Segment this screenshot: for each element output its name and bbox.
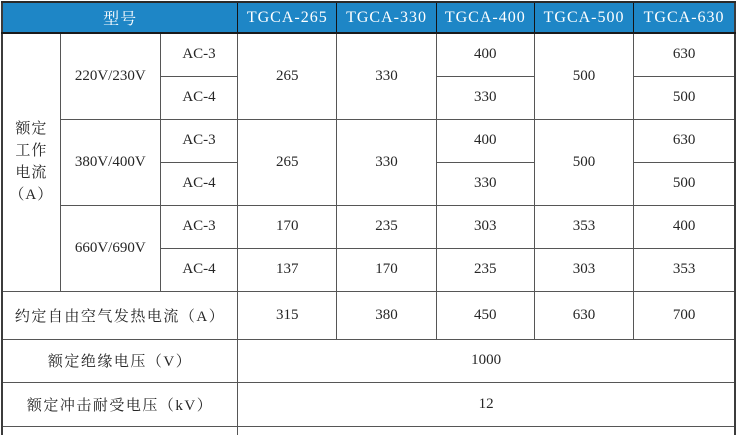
- model-header-label: 型号: [2, 2, 238, 33]
- column-header-tgca-400: TGCA-400: [436, 2, 534, 33]
- value-cell: 303: [534, 248, 633, 291]
- value-cell: 265: [238, 33, 337, 119]
- rated-current-label-line: （A）: [9, 187, 54, 204]
- empty-cell: [238, 426, 735, 435]
- row-220v-ac3: [2, 33, 735, 76]
- rated-current-label-line: 额定: [15, 121, 48, 138]
- value-cell: 500: [534, 33, 633, 119]
- value-cell: 330: [436, 162, 534, 205]
- rated-current-label-cell: [2, 33, 60, 291]
- duty-class-cell-ac4: AC-4: [160, 76, 237, 119]
- impulse-voltage-label: 额定冲击耐受电压（kV）: [2, 382, 238, 426]
- row-insulation-voltage: [2, 339, 735, 382]
- value-cell: 450: [436, 291, 534, 339]
- value-cell: 400: [436, 119, 534, 162]
- value-cell: 500: [634, 76, 735, 119]
- voltage-cell-220v: 220V/230V: [60, 33, 160, 119]
- value-cell: 630: [634, 119, 735, 162]
- value-cell: 330: [337, 119, 436, 205]
- value-cell: 330: [436, 76, 534, 119]
- value-cell: 400: [634, 205, 735, 248]
- duty-class-cell-ac4: AC-4: [160, 162, 237, 205]
- voltage-cell-660v: 660V/690V: [60, 205, 160, 291]
- rated-current-label-line: 工作: [15, 143, 48, 160]
- value-cell: 353: [534, 205, 633, 248]
- duty-class-cell-ac4: AC-4: [160, 248, 237, 291]
- row-impulse-voltage: [2, 382, 735, 426]
- column-header-tgca-330: TGCA-330: [337, 2, 436, 33]
- impulse-voltage-value: 12: [238, 382, 735, 426]
- value-cell: 700: [634, 291, 735, 339]
- value-cell: 137: [238, 248, 337, 291]
- header-row: [2, 2, 735, 33]
- empty-cell: [2, 426, 238, 435]
- row-partial-clipped: [2, 426, 735, 435]
- value-cell: 400: [436, 33, 534, 76]
- thermal-current-label: 约定自由空气发热电流（A）: [2, 291, 238, 339]
- value-cell: 630: [534, 291, 633, 339]
- value-cell: 303: [436, 205, 534, 248]
- value-cell: 170: [337, 248, 436, 291]
- value-cell: 330: [337, 33, 436, 119]
- value-cell: 265: [238, 119, 337, 205]
- row-thermal-current: [2, 291, 735, 339]
- voltage-cell-380v: 380V/400V: [60, 119, 160, 205]
- duty-class-cell-ac3: AC-3: [160, 205, 237, 248]
- value-cell: 630: [634, 33, 735, 76]
- contactor-spec-table: [1, 1, 736, 435]
- value-cell: 500: [634, 162, 735, 205]
- row-380v-ac3: [2, 119, 735, 162]
- value-cell: 380: [337, 291, 436, 339]
- value-cell: 235: [337, 205, 436, 248]
- insulation-voltage-value: 1000: [238, 339, 735, 382]
- value-cell: 235: [436, 248, 534, 291]
- row-660v-ac3: [2, 205, 735, 248]
- insulation-voltage-label: 额定绝缘电压（V）: [2, 339, 238, 382]
- column-header-tgca-265: TGCA-265: [238, 2, 337, 33]
- rated-current-label-line: 电流: [15, 165, 48, 182]
- value-cell: 315: [238, 291, 337, 339]
- value-cell: 353: [634, 248, 735, 291]
- value-cell: 170: [238, 205, 337, 248]
- column-header-tgca-500: TGCA-500: [534, 2, 633, 33]
- value-cell: 500: [534, 119, 633, 205]
- duty-class-cell-ac3: AC-3: [160, 119, 237, 162]
- column-header-tgca-630: TGCA-630: [634, 2, 735, 33]
- duty-class-cell-ac3: AC-3: [160, 33, 237, 76]
